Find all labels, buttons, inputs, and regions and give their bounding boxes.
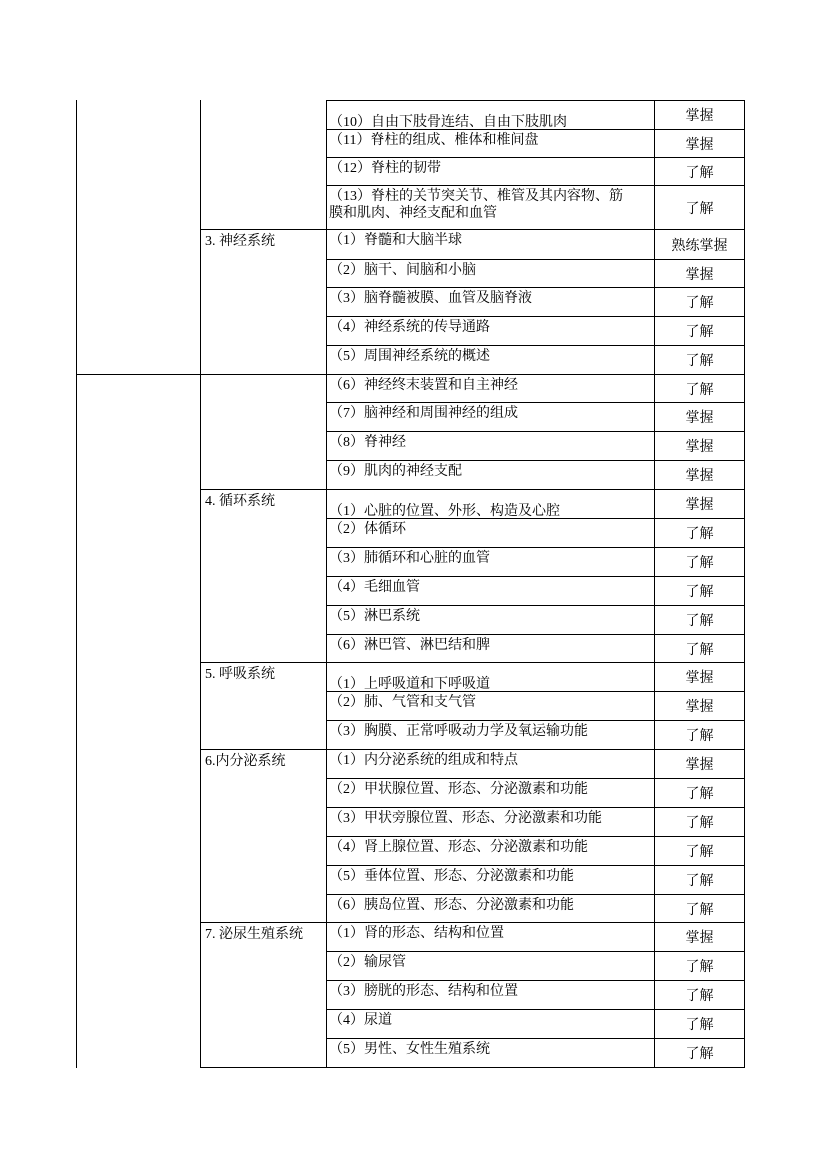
requirement-cell (655, 432, 745, 461)
requirement-text: 了解 (685, 816, 714, 831)
content-cell (327, 837, 655, 866)
system-cell (201, 230, 327, 375)
system-title: 5. 呼吸系统 (205, 667, 275, 682)
requirement-cell (655, 895, 745, 923)
content-cell (327, 158, 655, 186)
content-text: （4）毛细血管 (329, 580, 420, 595)
content-text: （2）甲状腺位置、形态、分泌激素和功能 (329, 782, 588, 797)
requirement-text: 了解 (685, 1047, 714, 1062)
content-text: （3）胸膜、正常呼吸动力学及氧运输功能 (329, 724, 588, 739)
system-title: 3. 神经系统 (205, 234, 275, 249)
requirement-cell (655, 808, 745, 837)
content-text: （2）体循环 (329, 522, 406, 537)
content-text: （6）神经终末装置和自主神经 (329, 378, 518, 393)
content-cell (327, 606, 655, 635)
content-text: （5）垂体位置、形态、分泌激素和功能 (329, 869, 574, 884)
requirement-cell (655, 1039, 745, 1068)
requirement-text: 了解 (685, 165, 714, 181)
content-text: （3）脑脊髓被膜、血管及脑脊液 (329, 291, 532, 306)
content-text: （2）肺、气管和支气管 (329, 695, 476, 710)
system-cell (201, 923, 327, 1068)
content-cell (327, 346, 655, 375)
category-cell (76, 375, 201, 1068)
content-cell (327, 635, 655, 663)
system-cell (201, 375, 327, 490)
requirement-text: 了解 (685, 1018, 714, 1033)
requirement-text: 掌握 (685, 758, 714, 773)
requirement-text: 了解 (685, 527, 714, 542)
requirement-cell (655, 548, 745, 577)
requirement-cell (655, 721, 745, 750)
content-cell (327, 895, 655, 923)
content-text: （4）尿道 (329, 1013, 392, 1028)
requirement-cell (655, 230, 745, 260)
content-cell (327, 186, 655, 230)
system-cell (201, 100, 327, 230)
requirement-cell (655, 260, 745, 288)
requirement-cell (655, 837, 745, 866)
requirement-text: 掌握 (685, 469, 714, 484)
requirement-cell (655, 375, 745, 403)
content-cell (327, 808, 655, 837)
content-text: （1）脊髓和大脑半球 (329, 233, 462, 248)
requirement-cell (655, 490, 745, 519)
content-text: （6）胰岛位置、形态、分泌激素和功能 (329, 898, 574, 913)
requirement-cell (655, 577, 745, 606)
content-cell (327, 577, 655, 606)
requirement-text: 了解 (685, 642, 714, 658)
content-text: （1）心脏的位置、外形、构造及心腔 (329, 504, 560, 519)
system-cell (201, 663, 327, 750)
content-cell (327, 923, 655, 952)
content-text: （2）脑干、间脑和小脑 (329, 263, 476, 278)
requirement-text: 熟练掌握 (671, 238, 728, 254)
content-cell (327, 779, 655, 808)
requirement-text: 了解 (685, 296, 714, 311)
content-text: （3）肺循环和心脏的血管 (329, 551, 490, 566)
content-text: （6）淋巴管、淋巴结和脾 (329, 638, 490, 653)
requirement-cell (655, 923, 745, 952)
content-text: （5）男性、女性生殖系统 (329, 1042, 490, 1057)
requirement-text: 了解 (685, 354, 714, 369)
requirement-cell (655, 288, 745, 317)
requirement-text: 了解 (685, 787, 714, 802)
requirement-text: 了解 (685, 325, 714, 340)
requirement-cell (655, 663, 745, 692)
requirement-cell (655, 692, 745, 721)
content-cell (327, 548, 655, 577)
system-cell (201, 750, 327, 923)
requirement-cell (655, 750, 745, 779)
syllabus-table (76, 100, 745, 1068)
requirement-cell (655, 100, 745, 130)
requirement-text: 掌握 (685, 931, 714, 946)
content-cell (327, 750, 655, 779)
requirement-text: 了解 (685, 845, 714, 860)
content-text: （5）淋巴系统 (329, 609, 420, 624)
requirement-cell (655, 866, 745, 895)
requirement-cell (655, 158, 745, 186)
content-text: （3）甲状旁腺位置、形态、分泌激素和功能 (329, 811, 602, 826)
requirement-text: 掌握 (685, 109, 714, 124)
content-cell (327, 403, 655, 432)
requirement-text: 了解 (685, 874, 714, 889)
requirement-text: 了解 (685, 556, 714, 571)
content-text: （11）脊柱的组成、椎体和椎间盘 (329, 133, 539, 148)
content-text: （7）脑神经和周围神经的组成 (329, 406, 518, 421)
requirement-text: 了解 (685, 989, 714, 1004)
system-title: 6.内分泌系统 (205, 754, 286, 769)
content-text: （1）肾的形态、结构和位置 (329, 926, 504, 941)
content-text: （13）脊柱的关节突关节、椎管及其内容物、筋膜和肌肉、神经支配和血管 (329, 189, 623, 221)
content-cell (327, 230, 655, 260)
content-cell (327, 692, 655, 721)
requirement-cell (655, 635, 745, 663)
content-text: （4）神经系统的传导通路 (329, 320, 490, 335)
requirement-text: 掌握 (685, 137, 714, 153)
requirement-cell (655, 317, 745, 346)
content-text: （1）内分泌系统的组成和特点 (329, 753, 518, 768)
requirement-text: 了解 (685, 614, 714, 629)
requirement-cell (655, 981, 745, 1010)
category-cell (76, 100, 201, 375)
content-text: （2）输尿管 (329, 955, 406, 970)
content-cell (327, 490, 655, 519)
requirement-text: 了解 (685, 902, 714, 918)
content-cell (327, 375, 655, 403)
content-cell (327, 317, 655, 346)
content-text: （1）上呼吸道和下呼吸道 (329, 677, 490, 692)
content-cell (327, 1039, 655, 1068)
requirement-text: 了解 (685, 960, 714, 975)
content-text: （10）自由下肢骨连结、自由下肢肌肉 (329, 115, 567, 130)
content-text: （5）周围神经系统的概述 (329, 349, 490, 364)
content-cell (327, 952, 655, 981)
content-cell (327, 519, 655, 548)
content-cell (327, 288, 655, 317)
content-text: （8）脊神经 (329, 435, 406, 450)
content-cell (327, 1010, 655, 1039)
content-text: （12）脊柱的韧带 (329, 161, 441, 176)
content-cell (327, 866, 655, 895)
requirement-text: 了解 (685, 201, 714, 217)
requirement-cell (655, 519, 745, 548)
content-cell (327, 663, 655, 692)
requirement-text: 掌握 (685, 267, 714, 283)
system-title: 4. 循环系统 (205, 494, 275, 509)
requirement-cell (655, 186, 745, 230)
content-cell (327, 981, 655, 1010)
system-title: 7. 泌尿生殖系统 (205, 927, 303, 942)
content-text: （3）膀胱的形态、结构和位置 (329, 984, 518, 999)
content-text: （9）肌肉的神经支配 (329, 464, 462, 479)
content-cell (327, 461, 655, 490)
requirement-cell (655, 403, 745, 432)
system-cell (201, 490, 327, 663)
requirement-text: 掌握 (685, 498, 714, 513)
requirement-text: 了解 (685, 382, 714, 398)
content-text: （4）肾上腺位置、形态、分泌激素和功能 (329, 840, 588, 855)
content-cell (327, 721, 655, 750)
content-cell (327, 432, 655, 461)
requirement-text: 掌握 (685, 700, 714, 715)
requirement-text: 掌握 (685, 411, 714, 426)
requirement-text: 掌握 (685, 671, 714, 686)
requirement-cell (655, 952, 745, 981)
requirement-cell (655, 130, 745, 158)
requirement-text: 掌握 (685, 440, 714, 455)
requirement-cell (655, 606, 745, 635)
requirement-cell (655, 779, 745, 808)
content-cell (327, 260, 655, 288)
content-cell (327, 130, 655, 158)
requirement-cell (655, 461, 745, 490)
content-cell (327, 100, 655, 130)
requirement-cell (655, 346, 745, 375)
requirement-text: 了解 (685, 729, 714, 744)
requirement-cell (655, 1010, 745, 1039)
requirement-text: 了解 (685, 585, 714, 600)
